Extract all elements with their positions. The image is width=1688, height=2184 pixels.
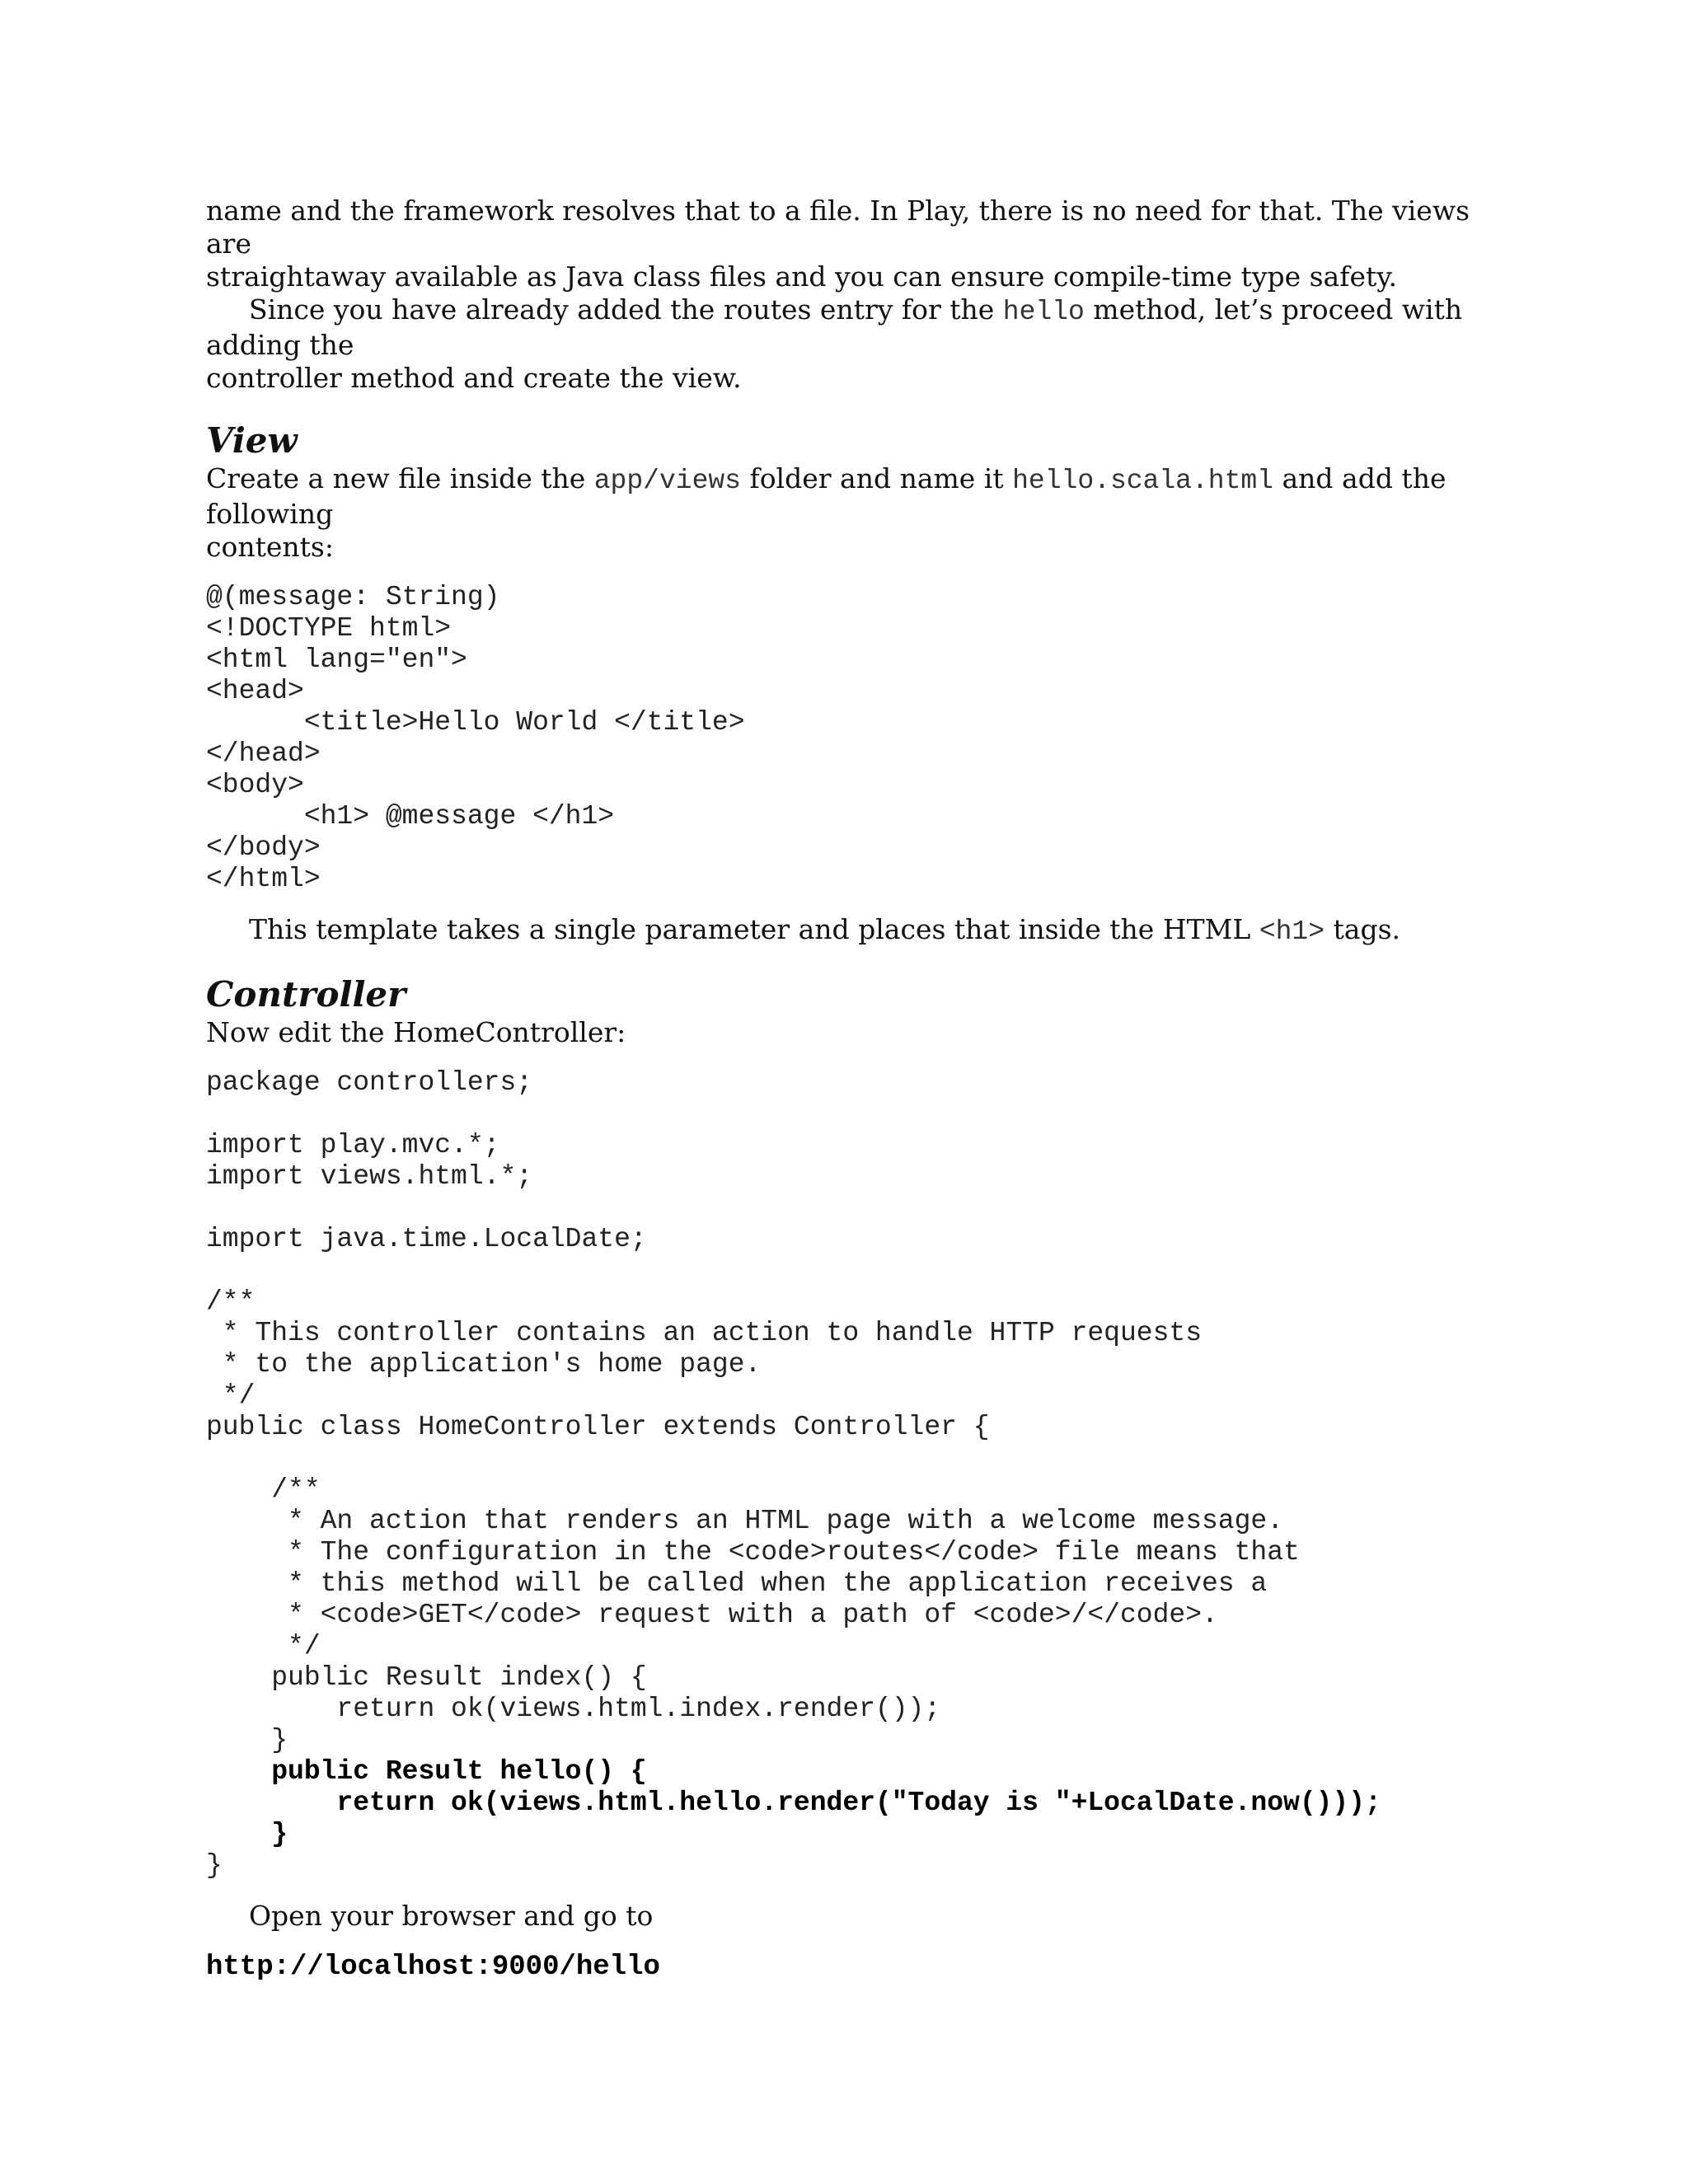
controller-heading: Controller — [206, 974, 406, 1015]
routes-text-before: Since you have already added the routes entry for the — [249, 293, 1003, 326]
template-explanation — [206, 913, 1492, 949]
document-page — [206, 194, 1492, 1984]
inline-code-app-views: app/views — [593, 466, 741, 496]
view-intro-paragraph — [206, 462, 1492, 564]
view-code-block: @(message: String) <!DOCTYPE html> <html lang="en"> <head> <title>Hello World </title> </head> <body> <h1> @message </h1> </body> </html> — [206, 582, 745, 894]
intro-paragraph — [206, 194, 1492, 293]
view-text-mid: folder and name it — [740, 462, 1013, 494]
inline-code-h1: <h1> — [1259, 916, 1325, 947]
routes-text-after-2: controller method and create the view. — [206, 362, 742, 394]
template-text-before: This template takes a single parameter and places that inside the HTML — [249, 913, 1259, 945]
inline-code-hello: hello — [1002, 297, 1085, 327]
view-text-after-1: and add the following — [206, 462, 1447, 530]
controller-code-block — [206, 1067, 1492, 1882]
routes-paragraph — [206, 293, 1492, 395]
intro-line-2: straightaway available as Java class files and you can ensure compile-time type safety. — [206, 260, 1397, 293]
inline-code-hello-scala-html: hello.scala.html — [1012, 466, 1273, 496]
controller-intro: Now edit the HomeController: — [206, 1016, 626, 1048]
controller-code-plain: package controllers; import play.mvc.*; import views.html.*; import java.time.LocalDate; /** * This controller contains an action to handle HTTP requests * to the application's home page. */ public class HomeController extends Controller { /** * An action that renders an HTML page with a welcome message. * The configuration in the <code>routes</code> file means that * this method will be called when the application receives a * <code>GET</code> request with a path of <code>/</code>. */ public Result index() { return ok(views.html.index.render()); } — [206, 1067, 1300, 1755]
view-text-after-2: contents: — [206, 531, 334, 563]
browser-instruction: Open your browser and go to — [249, 1900, 654, 1932]
view-heading: View — [206, 420, 298, 461]
controller-code-bold: public Result hello() { return ok(views.html.hello.render("Today is "+LocalDate.now())); } — [271, 1756, 1381, 1849]
controller-code-end: } — [206, 1850, 223, 1881]
view-text-before: Create a new file inside the — [206, 462, 594, 494]
hello-url: http://localhost:9000/hello — [206, 1952, 660, 1983]
template-text-after: tags. — [1325, 913, 1401, 945]
routes-text-after-1: method, let’s proceed with adding the — [206, 293, 1463, 361]
intro-line-1: name and the framework resolves that to a file. In Play, there is no need for that. The views are — [206, 194, 1470, 260]
